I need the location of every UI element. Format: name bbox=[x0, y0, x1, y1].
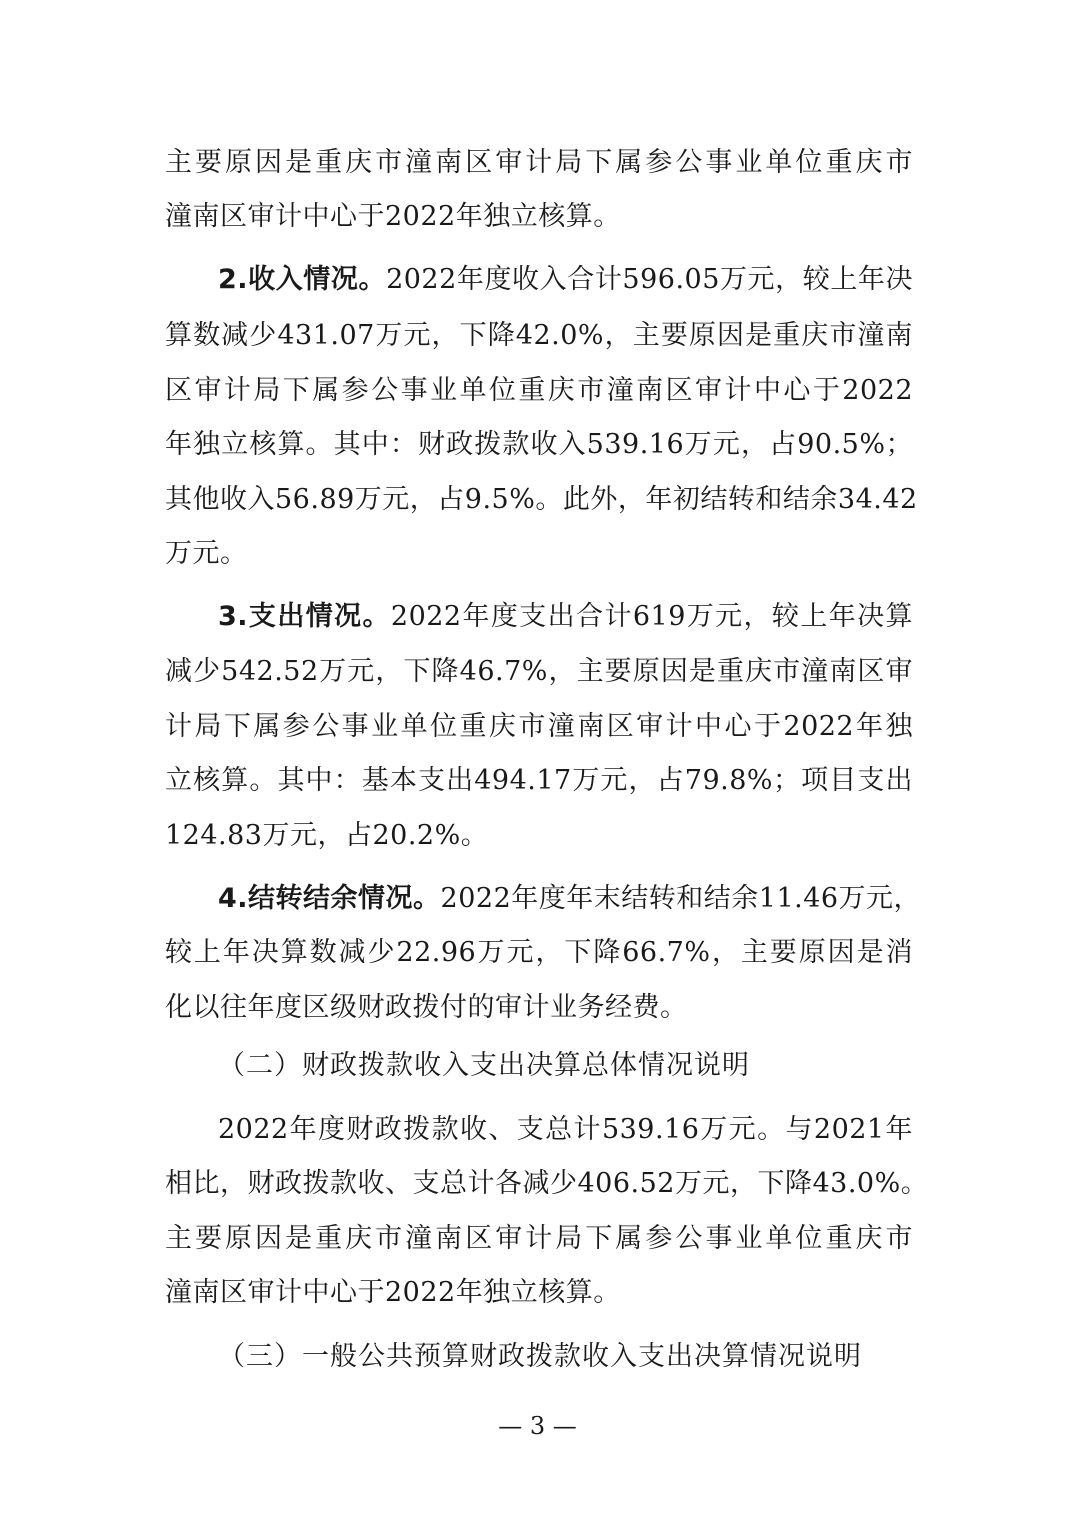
paragraph-line: 潼南区审计中心于2022年独立核算。 bbox=[165, 1277, 621, 1308]
paragraph-line: 主要原因是重庆市潼南区审计局下属参公事业单位重庆市 bbox=[165, 1223, 913, 1254]
paragraph-line: 年独立核算。其中：财政拨款收入539.16万元，占90.5%； bbox=[165, 429, 913, 460]
subsection-2-title: （二）财政拨款收入支出决算总体情况说明 bbox=[218, 1050, 750, 1081]
paragraph-line: 2022年度财政拨款收、支总计539.16万元。与2021年 bbox=[218, 1114, 913, 1145]
paragraph-line: 计局下属参公事业单位重庆市潼南区审计中心于2022年独 bbox=[165, 711, 913, 742]
section-2-first-line bbox=[218, 260, 913, 300]
subsection-3-title: （三）一般公共预算财政拨款收入支出决算情况说明 bbox=[218, 1341, 862, 1372]
paragraph-line: 算数减少431.07万元，下降42.0%，主要原因是重庆市潼南 bbox=[165, 320, 913, 351]
paragraph-line: 区审计局下属参公事业单位重庆市潼南区审计中心于2022 bbox=[165, 375, 913, 406]
paragraph-line: 124.83万元，占20.2%。 bbox=[165, 820, 489, 851]
paragraph-line: 化以往年度区级财政拨付的审计业务经费。 bbox=[165, 992, 688, 1023]
paragraph-line: 万元。 bbox=[165, 538, 248, 569]
section-3-first-line bbox=[218, 597, 913, 637]
paragraph-line: 主要原因是重庆市潼南区审计局下属参公事业单位重庆市 bbox=[165, 147, 913, 178]
paragraph-line: 较上年决算数减少22.96万元，下降66.7%，主要原因是消 bbox=[165, 937, 913, 968]
section-2-first-line-text: 2022年度收入合计596.05万元，较上年决 bbox=[386, 264, 913, 295]
paragraph-line: 相比，财政拨款收、支总计各减少406.52万元，下降43.0%。 bbox=[165, 1168, 929, 1199]
section-3-first-line-text: 2022年度支出合计619万元，较上年决算 bbox=[390, 601, 913, 632]
section-4-heading: 4.结转结余情况。 bbox=[218, 883, 441, 914]
paragraph-line: 潼南区审计中心于2022年独立核算。 bbox=[165, 201, 621, 232]
section-2-heading: 2.收入情况。 bbox=[218, 264, 387, 295]
paragraph-line: 立核算。其中：基本支出494.17万元，占79.8%；项目支出 bbox=[165, 765, 913, 796]
page-number: — 3 — bbox=[498, 1412, 577, 1440]
paragraph-line: 其他收入56.89万元，占9.5%。此外，年初结转和结余34.42 bbox=[165, 484, 918, 515]
section-3-heading: 3.支出情况。 bbox=[218, 601, 391, 632]
paragraph-line: 减少542.52万元，下降46.7%，主要原因是重庆市潼南区审 bbox=[165, 656, 913, 687]
section-4-first-line-text: 2022年度年末结转和结余11.46万元， bbox=[440, 883, 922, 914]
section-4-first-line bbox=[218, 879, 922, 919]
